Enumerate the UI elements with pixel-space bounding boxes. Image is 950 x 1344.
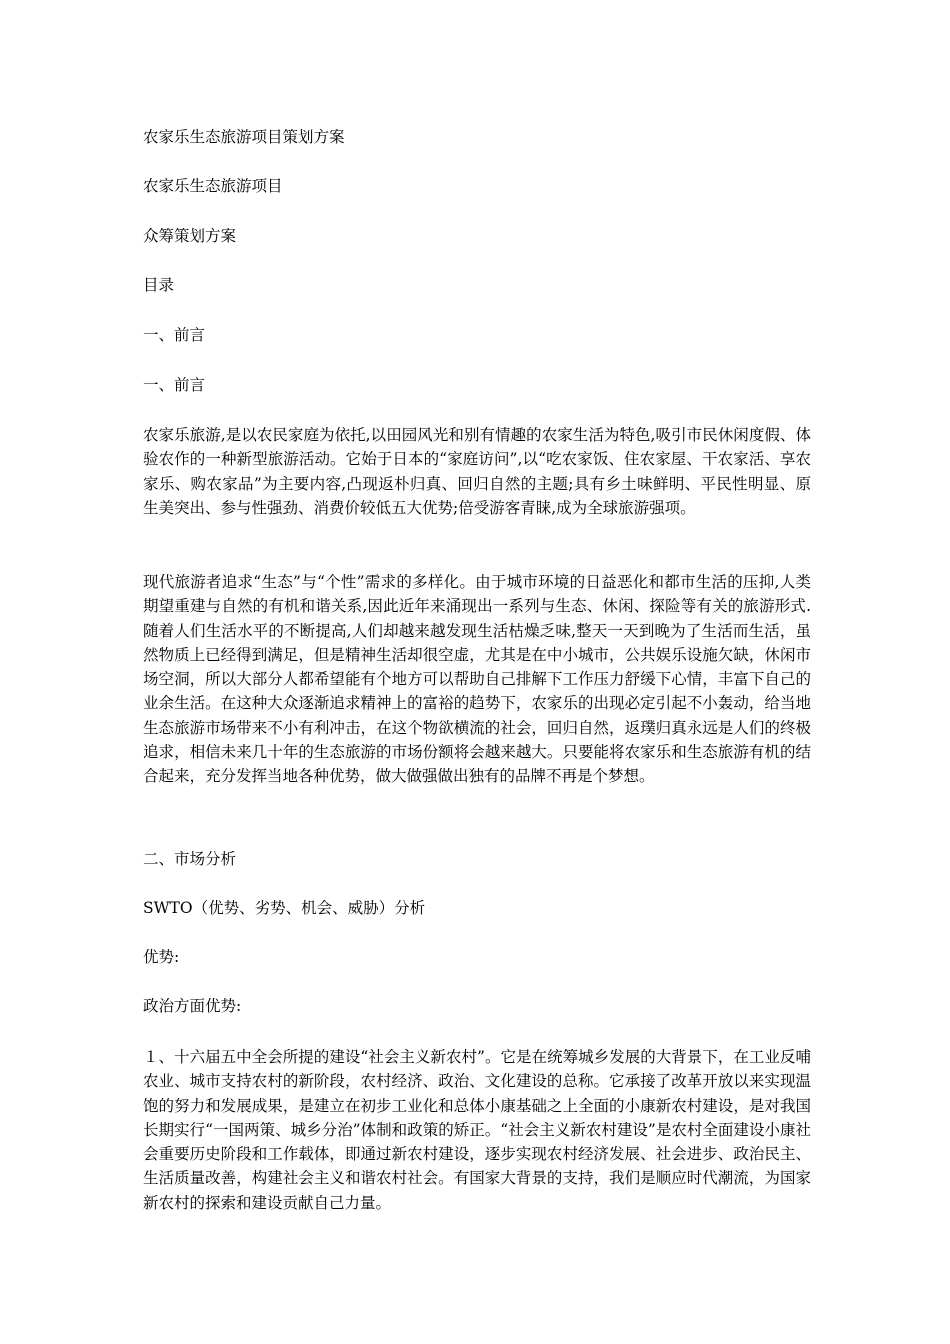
political-strengths-label: 政治方面优势: [143, 997, 242, 1015]
section-heading-market-analysis: 二、市场分析 [143, 850, 237, 868]
strengths-label: 优势: [143, 948, 180, 966]
toc-label: 目录 [143, 276, 175, 294]
section-heading-preface: 一、前言 [143, 376, 206, 394]
document-subtitle-project: 农家乐生态旅游项目 [143, 177, 283, 195]
swot-heading: SWTO（优势、劣势、机会、威胁）分析 [143, 899, 426, 917]
toc-item-preface: 一、前言 [143, 326, 206, 344]
paragraph-new-countryside: １、十六届五中全会所提的建设“社会主义新农村”。它是在统筹城乡发展的大背景下，在工业反哺农业、城市支持农村的新阶段，农村经济、政治、文化建设的总称。它承接了改革开放以来实现温饱的努力和发展成果，是建立在初步工业化和总体小康基础之上全面的小康新农村建设，是对我国长期实行“一国两策、城乡分治”体制和政策的矫正。“社会主义新农村建设”是农村全面建设小康社会重要历史阶段和工作载体，即通过新农村建设，逐步实现农村经济发展、社会进步、政治民主、生活质量改善，构建社会主义和谐农村社会。有国家大背景的支持，我们是顺应时代潮流，为国家新农村的探索和建设贡献自己力量。 [143, 1048, 811, 1212]
document-title: 农家乐生态旅游项目策划方案 [143, 128, 345, 146]
paragraph-modern-tourists: 现代旅游者追求“生态”与“个性”需求的多样化。由于城市环境的日益恶化和都市生活的压抑,人类期望重建与自然的有机和谐关系,因此近年来涌现出一系列与生态、休闲、探险等有关的旅游形式.随着人们生活水平的不断提高,人们却越来越发现生活枯燥乏味,整天一天到晚为了生活而生活，虽然物质上已经得到满足，但是精神生活却很空虚，尤其是在中小城市，公共娱乐设施欠缺，休闲市场空洞，所以大部分人都希望能有个地方可以帮助自己排解下工作压力舒缓下心情，丰富下自己的业余生活。在这种大众逐渐追求精神上的富裕的趋势下，农家乐的出现必定引起不小轰动，给当地生态旅游市场带来不小有利冲击，在这个物欲横流的社会，回归自然，返璞归真永远是人们的终极追求，相信未来几十年的生态旅游的市场份额将会越来越大。只要能将农家乐和生态旅游有机的结合起来，充分发挥当地各种优势，做大做强做出独有的品牌不再是个梦想。 [143, 573, 811, 786]
document-subtitle-plan: 众筹策划方案 [143, 227, 237, 245]
paragraph-farmhouse-tourism: 农家乐旅游,是以农民家庭为依托,以田园风光和别有情趣的农家生活为特色,吸引市民休闲度假、体验农作的一种新型旅游活动。它始于日本的“家庭访问”,以“吃农家饭、住农家屋、干农家活、享农家乐、购农家品”为主要内容,凸现返朴归真、回归自然的主题;具有乡土味鲜明、平民性明显、原生美突出、参与性强劲、消费价较低五大优势;倍受游客青睐,成为全球旅游强项。 [143, 426, 811, 517]
